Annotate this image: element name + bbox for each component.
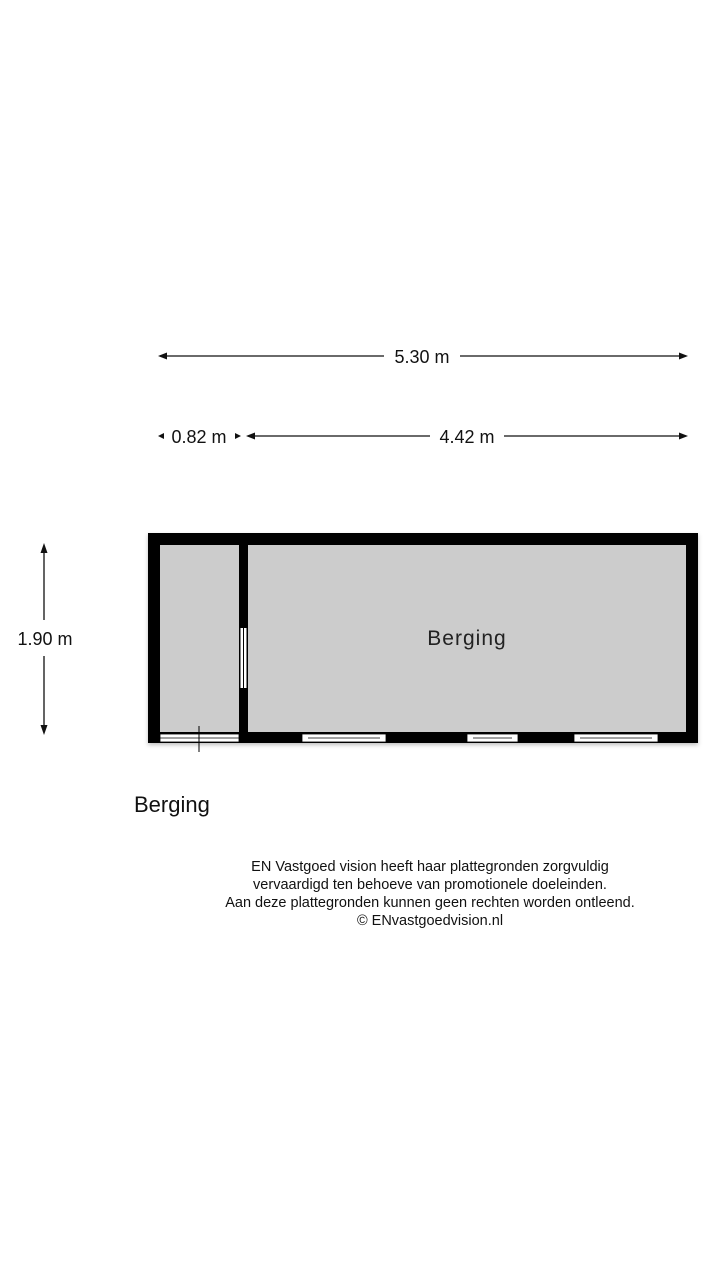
- dimension-total-width: [158, 347, 688, 367]
- arrow-right-icon: [235, 433, 241, 439]
- dimension-total-width-label: 5.30 m: [394, 347, 450, 367]
- window-mid-right: [467, 734, 518, 742]
- dimension-height-label: 1.90 m: [17, 629, 73, 649]
- dimension-right-width: [246, 427, 688, 447]
- arrow-up-icon: [41, 543, 48, 553]
- dimension-right-width-label: 4.42 m: [439, 427, 495, 447]
- room-floor-left: [160, 545, 239, 732]
- room-label-berging: Berging: [427, 627, 507, 650]
- dimension-height: [17, 543, 72, 735]
- window-right: [574, 734, 658, 742]
- arrow-down-icon: [41, 725, 48, 735]
- arrow-left-icon: [158, 433, 164, 439]
- arrow-right-icon: [679, 433, 688, 440]
- arrow-left-icon: [246, 433, 255, 440]
- arrow-right-icon: [679, 353, 688, 360]
- disclaimer: [190, 858, 670, 930]
- window-mid-left: [302, 734, 386, 742]
- floor-title: Berging: [134, 792, 210, 817]
- dimension-left-width: [158, 427, 241, 447]
- dimension-left-width-label: 0.82 m: [171, 427, 227, 447]
- disclaimer-line: vervaardigd ten behoeve van promotionele doeleinden.: [253, 877, 607, 893]
- copyright-line: © ENvastgoedvision.nl: [356, 913, 504, 929]
- arrow-left-icon: [158, 353, 167, 360]
- disclaimer-line: Aan deze plattegronden kunnen geen rechten worden ontleend.: [225, 895, 635, 911]
- disclaimer-line: EN Vastgoed vision heeft haar plattegronden zorgvuldig: [251, 859, 609, 875]
- floor-plan: [148, 533, 698, 743]
